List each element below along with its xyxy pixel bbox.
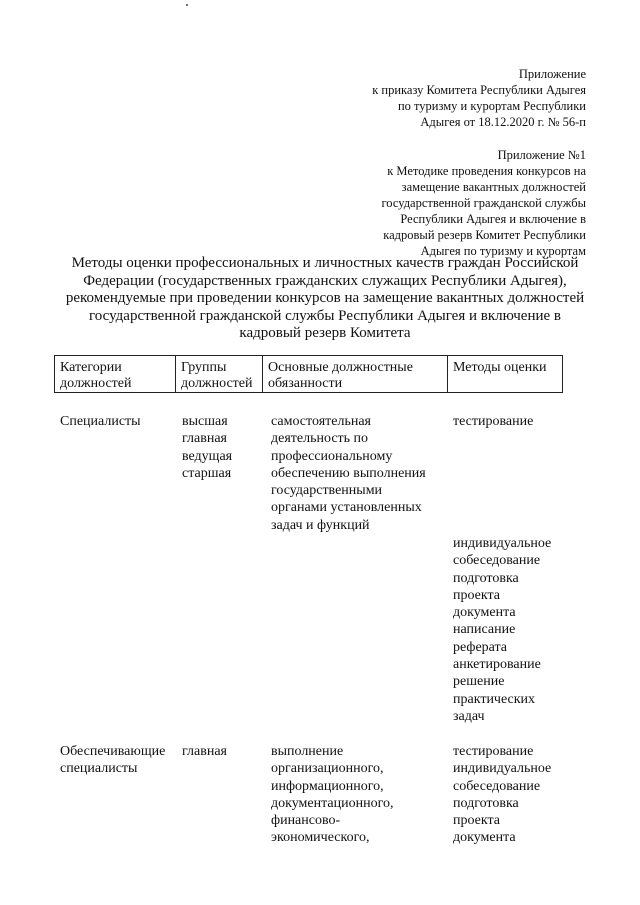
cell-text: индивидуальное bbox=[453, 536, 552, 551]
header-text: Категории bbox=[60, 360, 122, 375]
row1-duties bbox=[271, 413, 426, 534]
cell-text: Обеспечивающие bbox=[60, 744, 166, 759]
cell-text: тестирование bbox=[453, 744, 534, 759]
annex-line: Приложение №1 bbox=[497, 148, 586, 162]
cell-text: главная bbox=[182, 431, 227, 447]
header-text: должностей bbox=[181, 375, 253, 391]
cell-text: собеседование bbox=[453, 553, 541, 569]
header-text: должностей bbox=[60, 375, 132, 391]
cell-text: подготовка bbox=[453, 570, 519, 586]
row1-methods-a bbox=[453, 413, 533, 430]
cell-text: реферата bbox=[453, 639, 508, 655]
appendix-line: по туризму и курортам Республики bbox=[397, 99, 586, 113]
cell-text: задач bbox=[453, 708, 485, 724]
table-header bbox=[54, 355, 563, 393]
cell-text: организационного, bbox=[271, 761, 384, 777]
cell-text: подготовка bbox=[453, 795, 519, 811]
row2-duties bbox=[271, 743, 393, 847]
cell-text: практических bbox=[453, 691, 536, 707]
cell-text: документа bbox=[453, 605, 516, 621]
cell-text: информационного, bbox=[271, 778, 384, 794]
appendix-line: Приложение bbox=[518, 67, 586, 81]
cell-text: задач и функций bbox=[271, 517, 370, 533]
header-methods bbox=[447, 356, 562, 392]
cell-text: документационного, bbox=[271, 795, 394, 811]
title-line: Методы оценки профессиональных и личностных качеств граждан Российской bbox=[71, 255, 579, 271]
row2-groups bbox=[182, 743, 227, 760]
cell-text: органами установленных bbox=[271, 500, 422, 516]
annex-line: Республики Адыгея и включение в bbox=[400, 212, 586, 226]
cell-text: Специалисты bbox=[60, 414, 141, 429]
cell-text: деятельность по bbox=[271, 431, 369, 447]
cell-text: главная bbox=[182, 744, 227, 759]
cell-text: специалисты bbox=[60, 761, 138, 777]
appendix-reference bbox=[372, 66, 586, 130]
header-text: Группы bbox=[181, 360, 227, 375]
cell-text: документа bbox=[453, 830, 516, 846]
cell-text: государственными bbox=[271, 483, 383, 499]
row1-methods-b bbox=[453, 535, 551, 725]
cell-text: собеседование bbox=[453, 778, 541, 794]
scan-speck bbox=[186, 4, 188, 6]
cell-text: самостоятельная bbox=[271, 414, 371, 429]
cell-text: ведущая bbox=[182, 448, 233, 464]
header-groups bbox=[175, 356, 262, 392]
cell-text: экономического, bbox=[271, 830, 370, 846]
header-duties bbox=[262, 356, 447, 392]
cell-text: индивидуальное bbox=[453, 761, 552, 777]
row1-groups bbox=[182, 413, 232, 482]
appendix-line: к приказу Комитета Республики Адыгея bbox=[372, 83, 586, 97]
row2-category bbox=[60, 743, 165, 778]
annex-reference bbox=[381, 147, 586, 259]
header-categories bbox=[55, 356, 175, 392]
cell-text: проекта bbox=[453, 813, 500, 829]
title-line: государственной гражданской службы Республики Адыгея и включение в bbox=[89, 307, 561, 324]
cell-text: выполнение bbox=[271, 744, 344, 759]
cell-text: написание bbox=[453, 622, 516, 638]
title-line: кадровый резерв Комитета bbox=[239, 325, 411, 341]
appendix-line: Адыгея от 18.12.2020 г. № 56-п bbox=[420, 115, 586, 129]
cell-text: тестирование bbox=[453, 414, 534, 429]
annex-line: к Методике проведения конкурсов на bbox=[387, 164, 586, 178]
document-title bbox=[40, 255, 610, 343]
annex-line: Адыгея по туризму и курортам bbox=[420, 244, 586, 258]
annex-line: кадровый резерв Комитет Республики bbox=[383, 228, 586, 242]
cell-text: старшая bbox=[182, 465, 232, 481]
cell-text: финансово- bbox=[271, 813, 341, 829]
row2-methods bbox=[453, 743, 551, 847]
header-text: Методы оценки bbox=[453, 360, 547, 375]
cell-text: высшая bbox=[182, 414, 228, 429]
cell-text: проекта bbox=[453, 587, 500, 603]
annex-line: замещение вакантных должностей bbox=[401, 180, 586, 194]
title-line: рекомендуемые при проведении конкурсов на замещение вакантных должностей bbox=[65, 290, 585, 306]
header-text: Основные должностные bbox=[268, 360, 413, 375]
cell-text: анкетирование bbox=[453, 657, 541, 673]
annex-line: государственной гражданской службы bbox=[381, 196, 586, 210]
header-text: обязанности bbox=[268, 375, 343, 391]
cell-text: обеспечению выполнения bbox=[271, 465, 426, 481]
cell-text: профессиональному bbox=[271, 448, 393, 464]
row1-category bbox=[60, 413, 141, 430]
title-line: Федерации (государственных гражданских служащих Республики Адыгея), bbox=[83, 272, 567, 289]
cell-text: решение bbox=[453, 674, 505, 690]
